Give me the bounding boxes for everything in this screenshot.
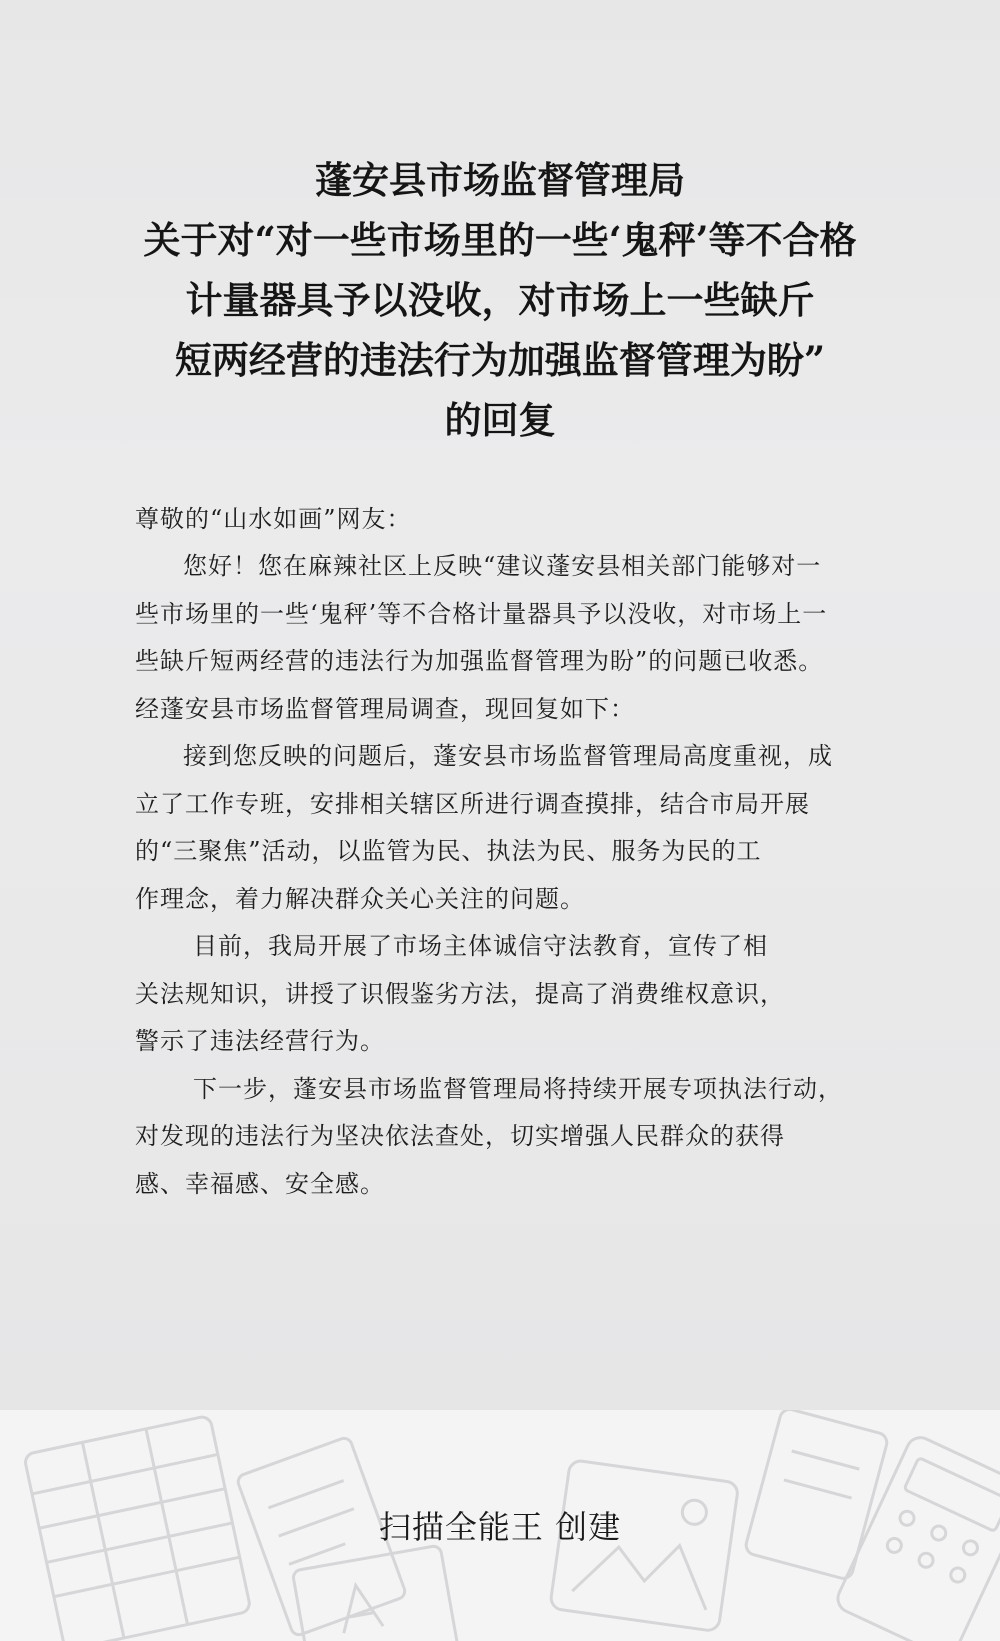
body-line-4: 经蓬安县市场监督管理局调查，现回复如下：	[135, 695, 635, 723]
body-line-6: 立了工作专班，安排相关辖区所进行调查摸排，结合市局开展	[135, 790, 810, 818]
title-line-5: 的回复	[444, 398, 556, 442]
body-line-14: 感、幸福感、安全感。	[135, 1170, 385, 1198]
title-line-2: 关于对“对一些市场里的一些‘鬼秤’等不合格	[143, 218, 857, 262]
body-line-8: 作理念，着力解决群众关心关注的问题。	[135, 885, 585, 913]
body-line-7: 的“三聚焦”活动，以监管为民、执法为民、服务为民的工	[135, 837, 762, 865]
title-line-1: 蓬安县市场监督管理局	[315, 158, 685, 202]
body-line-13: 对发现的违法行为坚决依法查处，切实增强人民群众的获得	[135, 1122, 785, 1150]
salutation: 尊敬的“山水如画”网友：	[135, 505, 412, 533]
body-line-2: 些市场里的一些‘鬼秤’等不合格计量器具予以没收，对市场上一	[135, 600, 828, 628]
body-line-3: 些缺斤短两经营的违法行为加强监督管理为盼”的问题已收悉。	[135, 647, 824, 675]
watermark-label: 扫描全能王 创建	[378, 1508, 622, 1546]
body-line-5: 接到您反映的问题后，蓬安县市场监督管理局高度重视，成	[183, 742, 833, 770]
body-line-12: 下一步，蓬安县市场监督管理局将持续开展专项执法行动，	[193, 1075, 843, 1103]
scanner-watermark-footer	[0, 1410, 1000, 1641]
title-line-3: 计量器具予以没收，对市场上一些缺斤	[185, 278, 815, 322]
document-title	[60, 150, 940, 450]
body-line-11: 警示了违法经营行为。	[135, 1027, 385, 1055]
body-line-10: 关法规知识，讲授了识假鉴劣方法，提高了消费维权意识，	[135, 980, 785, 1008]
title-line-4: 短两经营的违法行为加强监督管理为盼”	[174, 338, 826, 382]
body-line-1: 您好！您在麻辣社区上反映“建议蓬安县相关部门能够对一	[183, 552, 822, 580]
body-line-9: 目前，我局开展了市场主体诚信守法教育，宣传了相	[193, 932, 768, 960]
